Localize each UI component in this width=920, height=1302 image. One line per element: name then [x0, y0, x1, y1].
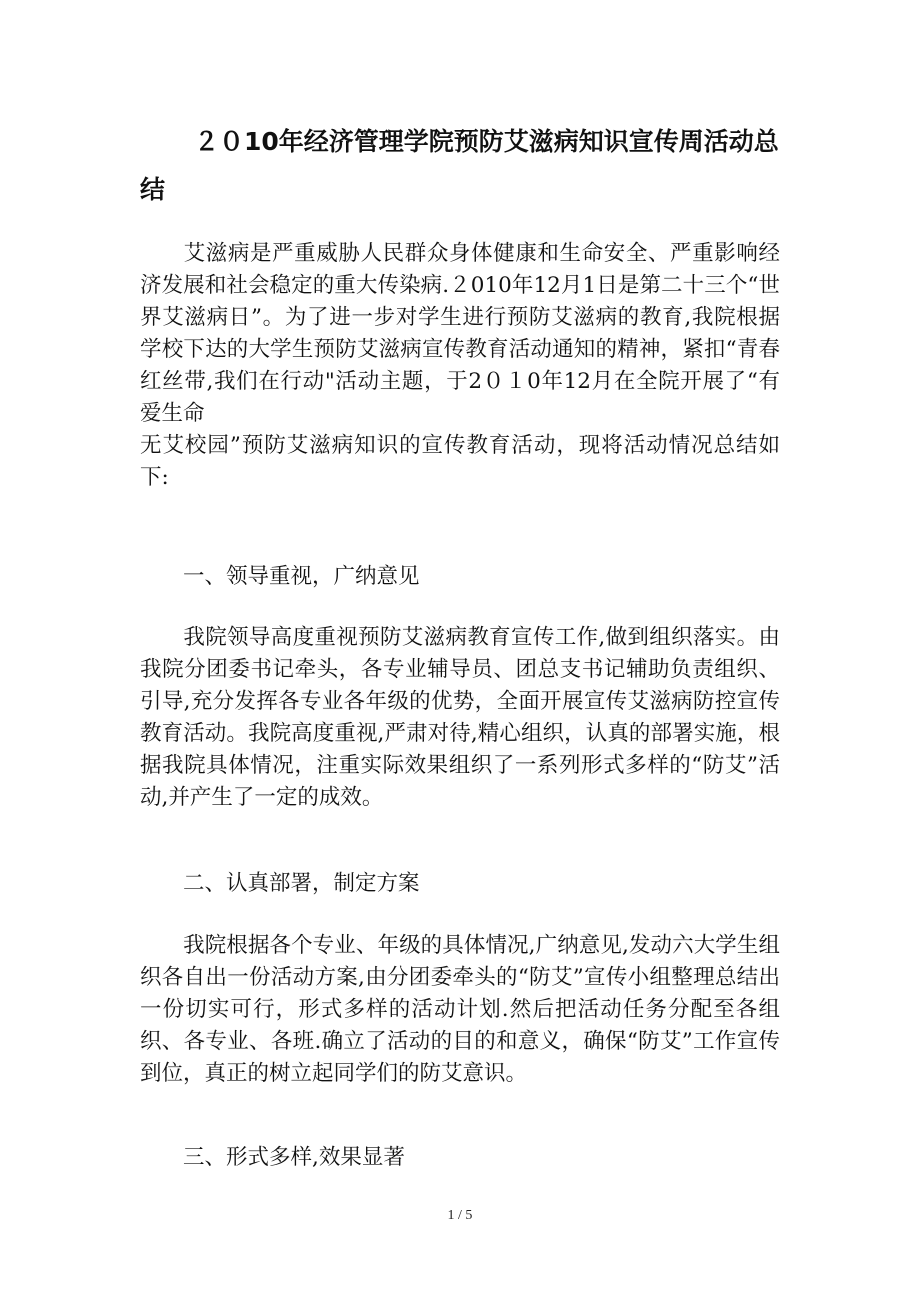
section-heading-1: 一、领导重视，广纳意见 — [183, 564, 420, 589]
document-title-text: ２０10年经济管理学院预防艾滋病知识宣传周活动总结 — [140, 127, 779, 204]
document-title — [140, 118, 780, 214]
section-heading-3: 三、形式多样,效果显著 — [183, 1145, 405, 1170]
section-1-paragraph — [140, 622, 780, 814]
section-heading-2: 二、认真部署，制定方案 — [183, 871, 420, 896]
section-2-paragraph — [140, 930, 780, 1090]
intro-text-part2: 无艾校园”预防艾滋病知识的宣传教育活动，现将活动情况总结如下: — [140, 433, 780, 490]
intro-paragraph — [140, 238, 780, 494]
section-1-text: 我院领导高度重视预防艾滋病教育宣传工作,做到组织落实。由我院分团委书记牵头，各专业辅导员、团总支书记辅助负责组织、引导,充分发挥各专业各年级的优势，全面开展宣传艾滋病防控宣传教育活动。我院高度重视,严肃对待,精心组织，认真的部署实施，根据我院具体情况，注重实际效果组织了一系列形式多样的“防艾”活动,并产生了一定的成效。 — [140, 625, 780, 810]
section-2-text: 我院根据各个专业、年级的具体情况,广纳意见,发动六大学生组织各自出一份活动方案,由分团委牵头的“防艾”宣传小组整理总结出一份切实可行，形式多样的活动计划.然后把活动任务分配至各组织、各专业、各班.确立了活动的目的和意义，确保“防艾”工作宣传到位，真正的树立起同学们的防艾意识。 — [140, 933, 780, 1086]
intro-text-part1: 艾滋病是严重威胁人民群众身体健康和生命安全、严重影响经济发展和社会稳定的重大传染病.２010年12月1日是第二十三个“世界艾滋病日”。为了进一步对学生进行预防艾滋病的教育,我院根据学校下达的大学生预防艾滋病宣传教育活动通知的精神，紧扣“青春红丝带,我们在行动"活动主题，于2０１0年12月在全院开展了“有爱生命 — [140, 241, 780, 426]
page-number: 1 / 5 — [447, 1208, 473, 1223]
